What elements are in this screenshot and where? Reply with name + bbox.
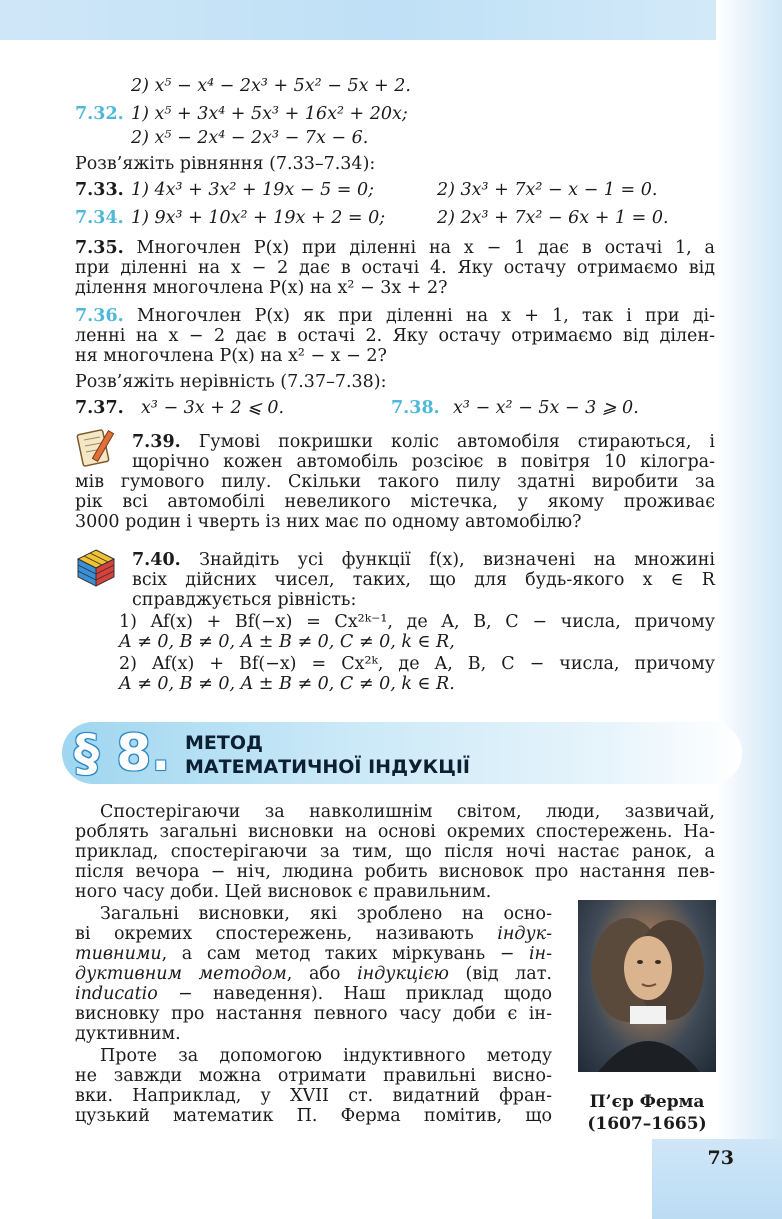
paragraph-3-line-4: цузький математик П. Ферма помітив, що: [75, 1106, 552, 1126]
exercise-7-32: 7.32. 1) x⁵ + 3x⁴ + 5x³ + 16x² + 20x;: [75, 104, 408, 124]
paragraph-2-line-5: inducatio − наведення). Наш приклад щодо: [75, 984, 552, 1004]
exercise-7-39-line-2: щорічно кожен автомобіль розсіює в повітря 10 кілогра-: [132, 452, 715, 472]
exercise-7-37-7-38: 7.37. x³ − 3x + 2 ⩽ 0. 7.38. x³ − x² − 5x − 3 ⩾ 0.: [75, 398, 639, 418]
section-number: § 8.: [74, 724, 171, 782]
top-decor-band: [0, 0, 782, 40]
task-equations: Розв’яжіть рівняння (7.33–7.34):: [75, 154, 376, 174]
paragraph-1-line-4: після вечора − ніч, людина робить висновок про настання пев-: [75, 862, 715, 882]
exercise-7-40-case-1b: A ≠ 0, B ≠ 0, A ± B ≠ 0, C ≠ 0, k ∈ R,: [119, 632, 455, 652]
exercise-7-36-line-3: ня многочлена P(x) на x² − x − 2?: [75, 346, 387, 366]
exercise-number: 7.32.: [75, 104, 124, 124]
exercise-7-39-line-3: мів гумового пилу. Скільки такого пилу здатні виробити за: [75, 472, 715, 492]
paragraph-2-line-7: дуктивним.: [75, 1024, 181, 1044]
paragraph-1-line-2: роблять загальні висновки на основі окремих спостережень. На-: [75, 822, 715, 842]
paragraph-3-line-1: Проте за допомогою індуктивного методу: [100, 1046, 552, 1066]
right-decor-band: [716, 0, 782, 1219]
exercise-7-36-line-1: 7.36. Многочлен P(x) як при діленні на x + 1, так і при ді-: [75, 306, 715, 326]
paragraph-2-line-6: висновку про настання певного часу доби є ін-: [75, 1004, 552, 1024]
exercise-7-35-line-2: при діленні на x − 2 дає в остачі 4. Яку остачу отримаємо від: [75, 258, 715, 278]
exercise-7-40-case-1a: 1) Af(x) + Bf(−x) = Cx²ᵏ⁻¹, де A, B, C − числа, причому: [119, 612, 715, 632]
paragraph-2-line-3: тивними, а сам метод таких міркувань − ін-: [75, 944, 552, 964]
exercise-7-40-case-2a: 2) Af(x) + Bf(−x) = Cx²ᵏ, де A, B, C − числа, причому: [119, 654, 715, 674]
section-title-line-2: МАТЕМАТИЧНОЇ ІНДУКЦІЇ: [185, 756, 470, 778]
paragraph-2-line-2: ві окремих спостережень, називають індук-: [75, 924, 552, 944]
section-title-line-1: МЕТОД: [185, 732, 263, 754]
fermat-portrait: [578, 900, 716, 1072]
page-number: 73: [707, 1147, 734, 1169]
exercise-7-34: 7.34. 1) 9x³ + 10x² + 19x + 2 = 0; 2) 2x³ + 7x² − 6x + 1 = 0.: [75, 208, 669, 228]
paragraph-3-line-3: вки. Наприклад, у XVII ст. видатний фран-: [75, 1086, 552, 1106]
exercise-7-40-line-2: всіх дійсних чисел, таких, що для будь-якого x ∈ R: [132, 570, 715, 590]
exercise-7-36-line-2: ленні на x − 2 дає в остачі 2. Яку остачу отримаємо від ділен-: [75, 326, 715, 346]
paragraph-2-line-1: Загальні висновки, які зроблено на осно-: [100, 904, 552, 924]
exercise-7-40-line-3: справджується рівність:: [132, 590, 357, 610]
exercise-7-35-line-3: ділення многочлена P(x) на x² − 3x + 2?: [75, 278, 448, 298]
paragraph-3-line-2: не завжди можна отримати правильні висно-: [75, 1066, 552, 1086]
paragraph-1-line-1: Спостерігаючи за навколишнім світом, люди, зазвичай,: [100, 802, 715, 822]
paragraph-1-line-3: приклад, спостерігаючи за тим, що після ночі настає ранок, а: [75, 842, 715, 862]
rubiks-cube-icon: [74, 546, 118, 590]
portrait-caption-years: (1607–1665): [587, 1114, 707, 1134]
exercise-7-39-line-5: 3000 родин і чверть із них має по одному автомобілю?: [75, 512, 582, 532]
notepad-pencil-icon: [74, 426, 118, 470]
paragraph-2-line-4: дуктивним методом, або індукцією (від лат.: [75, 964, 552, 984]
exercise-7-40-line-1: 7.40. Знайдіть усі функції f(x), визначені на множині: [132, 550, 715, 570]
exercise-7-39-line-1: 7.39. Гумові покришки коліс автомобіля стираються, і: [132, 432, 715, 452]
exercise-7-33: 7.33. 1) 4x³ + 3x² + 19x − 5 = 0; 2) 3x³ + 7x² − x − 1 = 0.: [75, 180, 658, 200]
task-inequalities: Розв’яжіть нерівність (7.37–7.38):: [75, 372, 387, 392]
exercise-7-35-line-1: 7.35. Многочлен P(x) при діленні на x − 1 дає в остачі 1, а: [75, 238, 715, 258]
exercise-7-39-line-4: рік всі автомобілі невеликого містечка, у якому проживає: [75, 492, 715, 512]
exercise-7-40-case-2b: A ≠ 0, B ≠ 0, A ± B ≠ 0, C ≠ 0, k ∈ R.: [119, 674, 455, 694]
portrait-caption-name: П’єр Ферма: [589, 1092, 705, 1112]
paragraph-1-line-5: ного часу доби. Цей висновок є правильним.: [75, 882, 492, 902]
